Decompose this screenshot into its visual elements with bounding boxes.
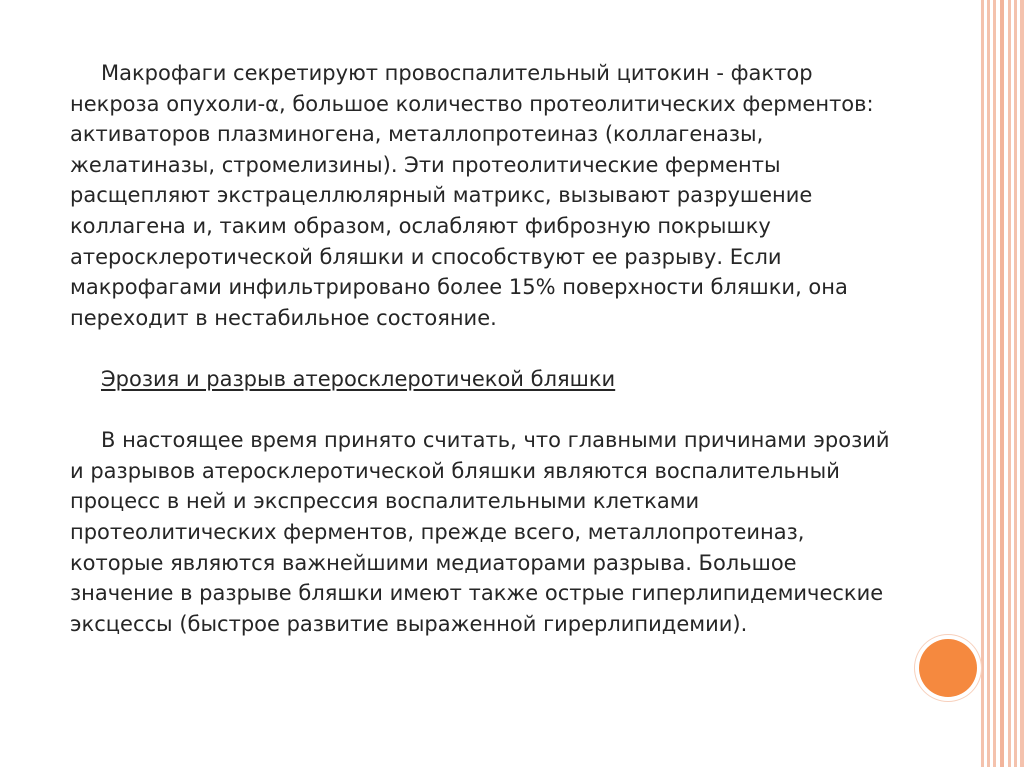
paragraph-spacer bbox=[70, 333, 965, 364]
text-line: и разрывов атеросклеротической бляшки являются воспалительный bbox=[70, 458, 840, 483]
text-line: которые являются важнейшими медиаторами разрыва. Большое bbox=[70, 550, 797, 575]
text-line: значение в разрыве бляшки имеют также острые гиперлипидемические bbox=[70, 581, 884, 606]
paragraph-erosion-causes bbox=[70, 425, 965, 639]
text-line: В настоящее время принято считать, что главными причинами эрозий bbox=[101, 428, 890, 453]
text-line: активаторов плазминогена, металлопротеиназ (коллагеназы, bbox=[70, 122, 764, 147]
text-line: эксцессы (быстрое развитие выраженной гирерлипидемии). bbox=[70, 611, 748, 636]
text-line: расщепляют экстрацеллюлярный матрикс, вызывают разрушение bbox=[70, 183, 813, 208]
orange-circle-icon bbox=[919, 639, 977, 697]
text-line: некроза опухоли-α, большое количество протеолитических ферментов: bbox=[70, 91, 874, 116]
text-line: макрофагами инфильтрировано более 15% поверхности бляшки, она bbox=[70, 275, 848, 300]
paragraph-spacer bbox=[70, 395, 965, 426]
text-line: переходит в нестабильное состояние. bbox=[70, 305, 497, 330]
text-line: Макрофаги секретируют провоспалительный цитокин - фактор bbox=[101, 61, 813, 85]
decorative-stripe-border bbox=[978, 0, 1024, 767]
text-line: процесс в ней и экспрессия воспалительными клетками bbox=[70, 489, 700, 514]
text-line: протеолитических ферментов, прежде всего, металлопротеиназ, bbox=[70, 519, 805, 544]
paragraph-macrophages bbox=[70, 58, 965, 333]
text-line: желатиназы, стромелизины). Эти протеолитические ферменты bbox=[70, 152, 781, 177]
text-line: коллагена и, таким образом, ослабляют фиброзную покрышку bbox=[70, 213, 771, 238]
slide-text-body bbox=[70, 58, 965, 639]
text-line: атеросклеротической бляшки и способствуют ее разрыву. Если bbox=[70, 244, 782, 269]
section-heading: Эрозия и разрыв атеросклеротичекой бляшки bbox=[101, 366, 616, 391]
